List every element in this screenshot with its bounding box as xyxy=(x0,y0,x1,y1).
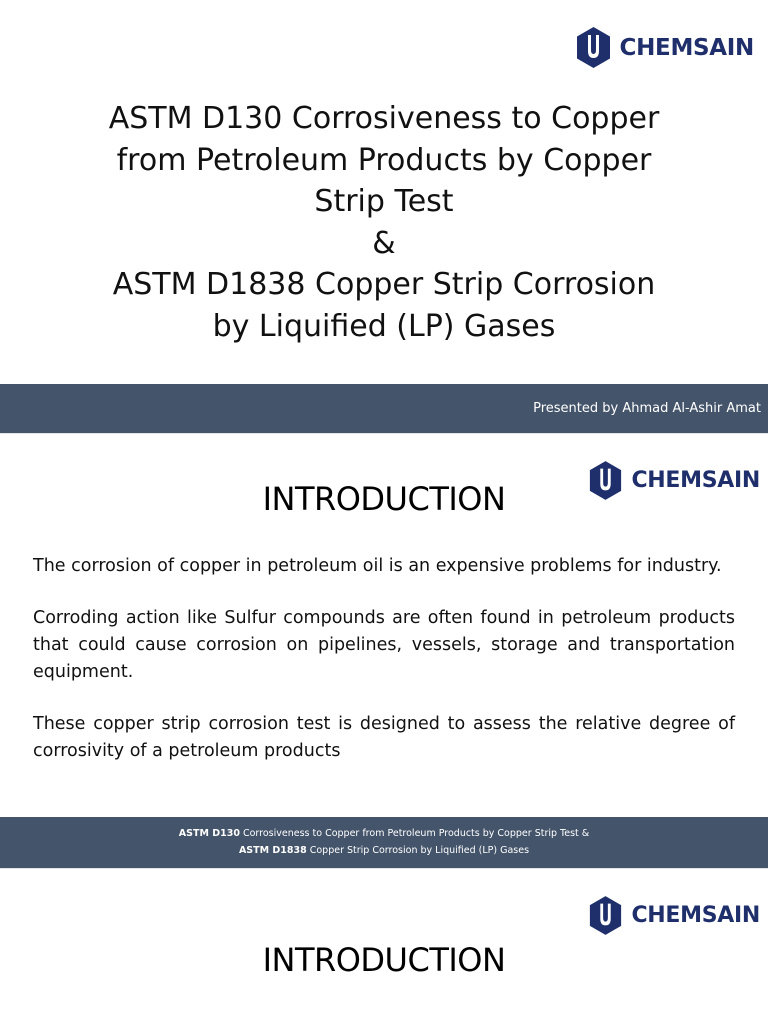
title-standard-code: ASTM D1838 xyxy=(112,267,306,302)
title-line xyxy=(0,223,768,265)
footer-text: Corrosiveness to Copper from Petroleum Products by Copper Strip Test & xyxy=(239,828,590,839)
title-standard-code: ASTM D130 xyxy=(108,101,283,136)
title-line xyxy=(0,98,768,140)
body-paragraph: The corrosion of copper in petroleum oil is an expensive problems for industry. xyxy=(33,556,722,576)
title-line-text: & xyxy=(372,225,396,261)
chemsain-logo xyxy=(575,26,755,69)
slide-heading: INTRODUCTION xyxy=(262,941,506,979)
introduction-slide xyxy=(0,433,768,868)
presentation-title xyxy=(0,98,768,347)
chemsain-logo-icon xyxy=(588,895,623,936)
introduction-body xyxy=(33,553,735,765)
title-line xyxy=(0,140,768,182)
slide-heading: INTRODUCTION xyxy=(262,480,506,518)
chemsain-logo-icon xyxy=(575,26,612,69)
title-line xyxy=(0,181,768,223)
footer-standard-code: ASTM D1838 xyxy=(238,845,307,856)
body-paragraph: These copper strip corrosion test is designed to assess the relative degree of corrosivity of a petroleum products xyxy=(33,714,735,761)
title-slide xyxy=(0,0,768,433)
title-line-text: Corrosiveness to Copper xyxy=(282,101,660,136)
title-line-text: by Liquified (LP) Gases xyxy=(212,308,556,344)
title-line-text: from Petroleum Products by Copper xyxy=(116,142,652,178)
title-line xyxy=(0,306,768,348)
footer-text: Copper Strip Corrosion by Liquified (LP) Gases xyxy=(306,845,530,856)
title-line-text: Copper Strip Corrosion xyxy=(305,267,656,302)
introduction-slide-2 xyxy=(0,868,768,1026)
presenter-credit: Presented by Ahmad Al-Ashir Amat xyxy=(533,401,761,416)
slide-footer-band xyxy=(0,817,768,868)
logo-wordmark: CHEMSAIN xyxy=(631,903,760,928)
footer-line xyxy=(0,842,768,859)
body-paragraph: Corroding action like Sulfur compounds are often found in petroleum products that could cause corrosion on pipelines, vessels, storage and transportation equipment. xyxy=(33,608,735,682)
footer-line xyxy=(0,825,768,842)
title-line-text: Strip Test xyxy=(314,184,454,219)
logo-wordmark: CHEMSAIN xyxy=(619,34,754,61)
logo-wordmark: CHEMSAIN xyxy=(631,468,760,493)
presenter-band xyxy=(0,384,768,433)
chemsain-logo xyxy=(588,895,760,936)
footer-standard-code: ASTM D130 xyxy=(178,828,240,839)
title-line xyxy=(0,264,768,306)
